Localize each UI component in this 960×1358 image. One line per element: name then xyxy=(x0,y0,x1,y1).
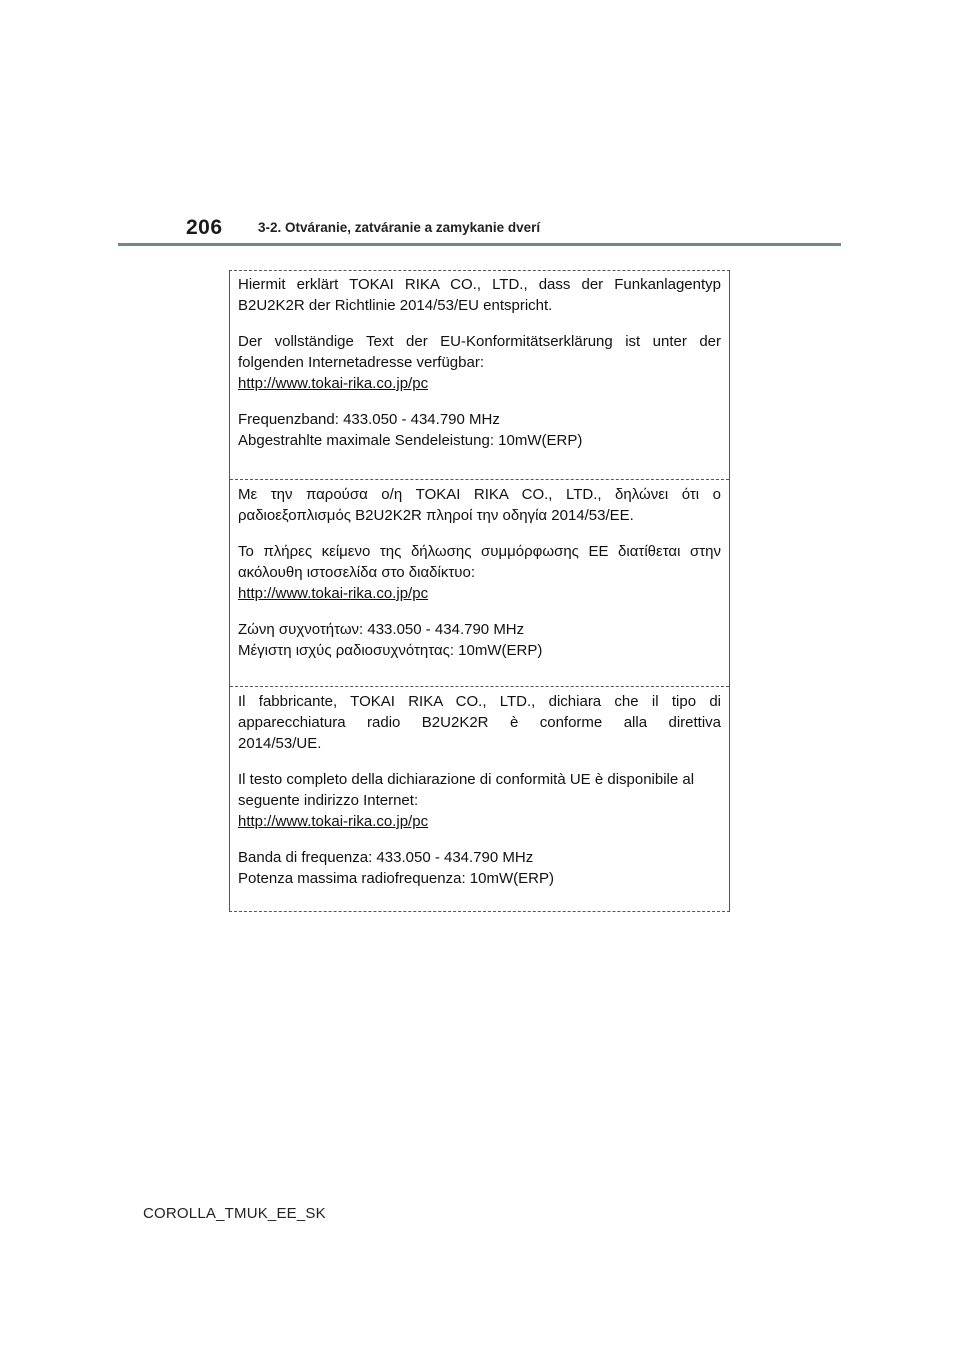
header-rule xyxy=(118,243,841,246)
german-frequency-line: Frequenzband: 433.050 - 434.790 MHz xyxy=(238,411,500,428)
declaration-section-italian xyxy=(230,686,729,911)
greek-power-line: Μέγιστη ισχύς ραδιοσυχνότητας: 10mW(ERP) xyxy=(238,642,543,659)
italian-intro-line-1: Il fabbricante, TOKAI RIKA CO., LTD., dichiara che il tipo di xyxy=(238,693,721,710)
italian-power-line: Potenza massima radiofrequenza: 10mW(ERP) xyxy=(238,870,554,887)
greek-intro-line-1: Με την παρούσα ο/η TOKAI RIKA CO., LTD., δηλώνει ότι ο xyxy=(238,486,721,503)
german-power-line: Abgestrahlte maximale Sendeleistung: 10mW(ERP) xyxy=(238,432,583,449)
german-fulltext-line-1: Der vollständige Text der EU-Konformitätserklärung ist unter der xyxy=(238,333,721,350)
declaration-section-greek xyxy=(230,479,729,686)
italian-link[interactable]: http://www.tokai-rika.co.jp/pc xyxy=(238,813,429,830)
german-fulltext-line-2: folgenden Internetadresse verfügbar: xyxy=(238,354,484,371)
italian-fulltext-line-1: Il testo completo della dichiarazione di conformità UE è disponibile al xyxy=(238,771,695,788)
greek-fulltext-line-1: Το πλήρες κείμενο της δήλωσης συμμόρφωσης ΕΕ διατίθεται στην xyxy=(238,543,721,560)
greek-link[interactable]: http://www.tokai-rika.co.jp/pc xyxy=(238,585,429,602)
declaration-section-german xyxy=(230,274,729,479)
italian-frequency-line: Banda di frequenza: 433.050 - 434.790 MHz xyxy=(238,849,534,866)
greek-fulltext-line-2: ακόλουθη ιστοσελίδα στο διαδίκτυο: xyxy=(238,564,475,581)
italian-intro-line-3: 2014/53/UE. xyxy=(238,735,322,752)
section-title: 3-2. Otváranie, zatváranie a zamykanie dverí xyxy=(258,220,541,235)
page-number: 206 xyxy=(186,216,223,239)
italian-intro-line-2: apparecchiatura radio B2U2K2R è conforme alla direttiva xyxy=(238,714,721,731)
greek-intro-line-2: ραδιοεξοπλισμός B2U2K2R πληροί την οδηγία 2014/53/ΕΕ. xyxy=(238,507,634,524)
german-link[interactable]: http://www.tokai-rika.co.jp/pc xyxy=(238,375,429,392)
italian-fulltext-line-2: seguente indirizzo Internet: xyxy=(238,792,419,809)
footer-code: COROLLA_TMUK_EE_SK xyxy=(143,1205,326,1222)
greek-frequency-line: Ζώνη συχνοτήτων: 433.050 - 434.790 MHz xyxy=(238,621,525,638)
german-intro-line-1: Hiermit erklärt TOKAI RIKA CO., LTD., dass der Funkanlagentyp xyxy=(238,276,721,293)
declaration-box xyxy=(229,270,730,912)
german-intro-line-2: B2U2K2R der Richtlinie 2014/53/EU entspricht. xyxy=(238,297,553,314)
